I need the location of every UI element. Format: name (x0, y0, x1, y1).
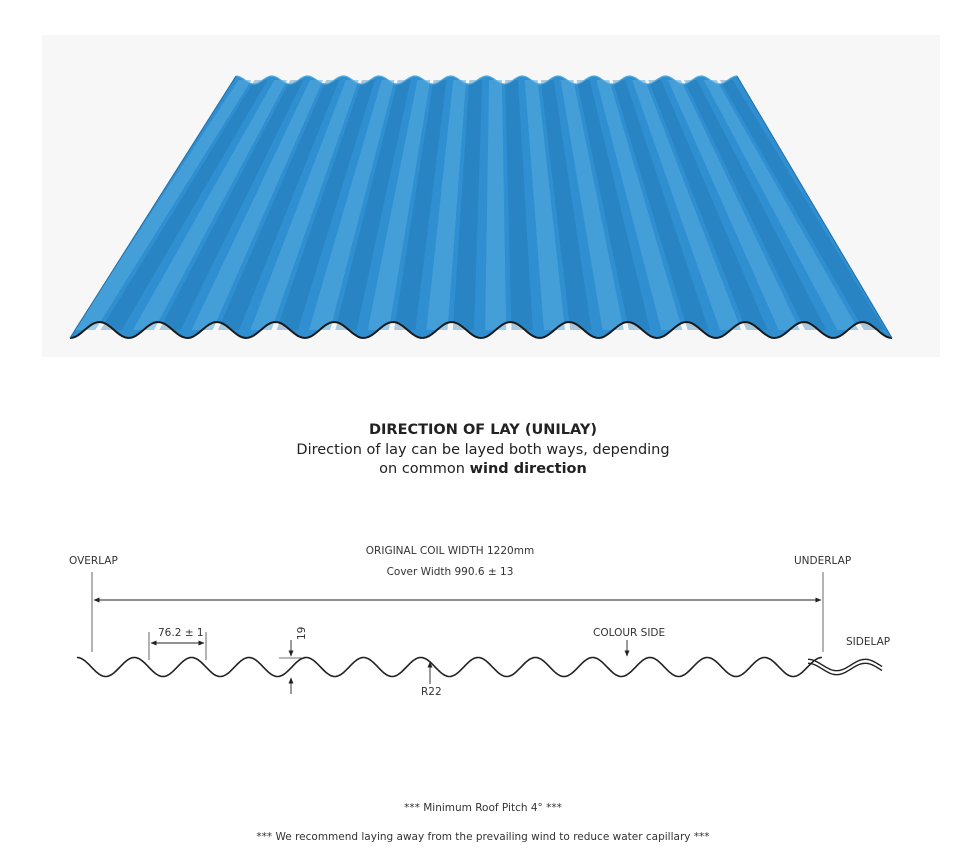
radius-label: R22 (421, 686, 442, 698)
pitch-dimension-label: 76.2 ± 1 (158, 627, 204, 639)
sidelap-label: SIDELAP (846, 636, 891, 648)
depth-dimension-label: 19 (296, 626, 308, 640)
underlap-label: UNDERLAP (794, 555, 852, 567)
cover-width-label: Cover Width 990.6 ± 13 (386, 566, 514, 578)
minimum-roof-pitch-note: *** Minimum Roof Pitch 4° *** (404, 802, 562, 814)
direction-of-lay-line1: Direction of lay can be layed both ways, depending (296, 442, 670, 458)
direction-of-lay-title: DIRECTION OF LAY (UNILAY) (369, 422, 597, 438)
wind-direction-emphasis: wind direction (469, 461, 587, 477)
colour-side-label: COLOUR SIDE (593, 627, 666, 639)
coil-width-label: ORIGINAL COIL WIDTH 1220mm (365, 545, 535, 557)
overlap-label: OVERLAP (69, 555, 118, 567)
prevailing-wind-note: *** We recommend laying away from the prevailing wind to reduce water capillary *** (256, 831, 710, 843)
direction-of-lay-line2-prefix: on common (379, 461, 470, 477)
profile-wave (77, 658, 822, 677)
